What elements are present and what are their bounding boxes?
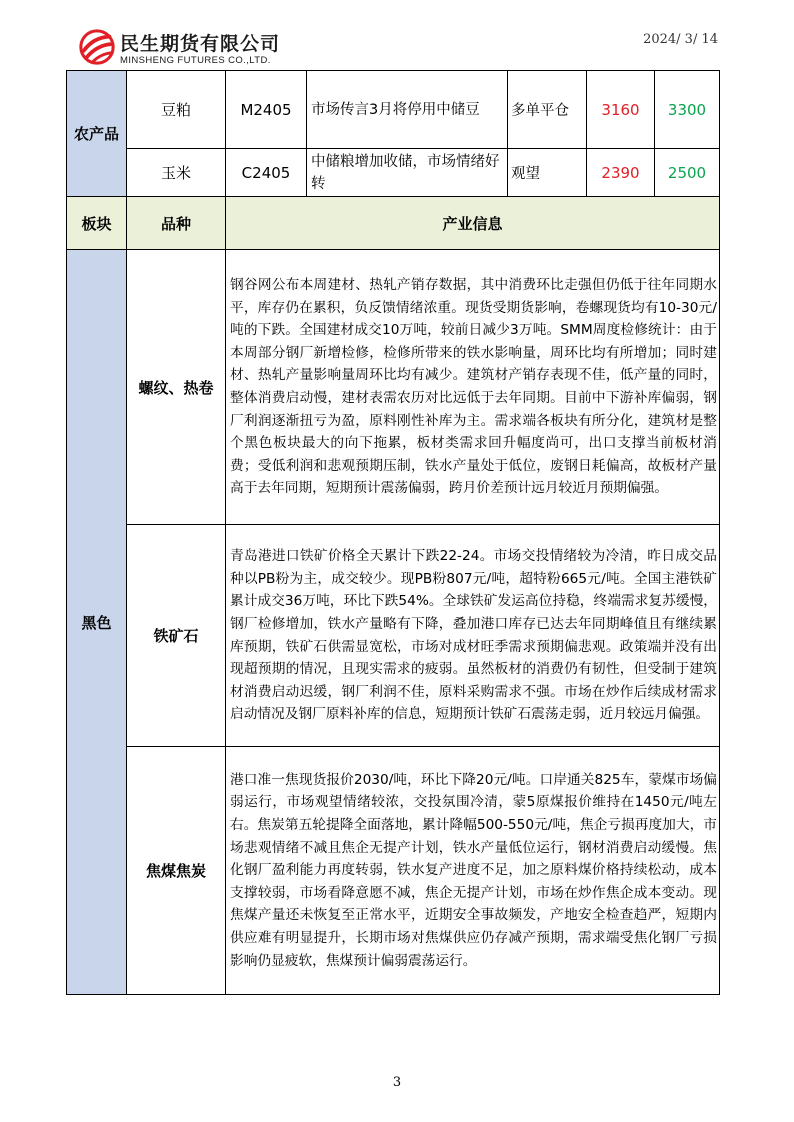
- sector-black: 黑色: [67, 250, 127, 995]
- table-row: [67, 149, 720, 197]
- page-number: 3: [392, 1075, 402, 1090]
- report-date: 2024/ 3/ 14: [643, 32, 718, 47]
- table-row: [67, 250, 720, 525]
- industry-info: 青岛港进口铁矿价格全天累计下跌22-24。市场交投情绪较为冷清，昨日成交品种以PB粉为主，成交较少。现PB粉807元/吨，超特粉665元/吨。全国主港铁矿累计成交36万吨，环比下跌54%。全球铁矿发运高位持稳，终端需求复苏缓慢，钢厂检修增加，铁水产量略有下降，叠加港口库存已达去年同期峰值且有继续累库预期，铁矿石供需显宽松，市场对成材旺季需求预期偏悲观。政策端并没有出现超预期的情况，且现实需求的疲弱。虽然板材的消费仍有韧性，但受制于建筑材消费启动迟缓，钢厂利润不佳，原料采购需求不强。市场在炒作后续成材需求启动情况及钢厂原料补库的信息，短期预计铁矿石震荡走弱，近月较远月偏强。: [226, 525, 720, 747]
- support-level: 2390: [587, 149, 655, 197]
- header-industry-info: 产业信息: [226, 197, 720, 250]
- market-description: 中储粮增加收储，市场情绪好转: [307, 149, 508, 197]
- industry-info: 钢谷网公布本周建材、热轧产销存数据，其中消费环比走强但仍低于往年同期水平，库存仍在累积，负反馈情绪浓重。现货受期货影响，卷螺现货均有10-30元/吨的下跌。全国建材成交10万吨，较前日减少3万吨。SMM周度检修统计：由于本周部分钢厂新增检修，检修所带来的铁水影响量，周环比均有所增加；同时建材、热轧产量影响量周环比均有减少。建筑材产销存表现不佳，低产量的同时，整体消费启动慢，建材表需农历对比远低于去年同期。目前中下游补库偏弱，钢厂利润逐渐扭亏为盈，原料刚性补库为主。需求端各板块有所分化，建筑材是整个黑色板块最大的向下拖累，板材类需求回升幅度尚可，出口支撑当前板材消费；受低利润和悲观预期压制，铁水产量处于低位，废钢日耗偏高，故板材产量高于去年同期，短期预计震荡偏弱，跨月价差预计远月较近月预期偏强。: [226, 250, 720, 525]
- variety-name: 焦煤焦炭: [127, 747, 226, 995]
- table-row: [67, 747, 720, 995]
- sector-agri: 农产品: [67, 71, 127, 197]
- variety-name: 豆粕: [127, 71, 226, 149]
- variety-name: 玉米: [127, 149, 226, 197]
- table-row: [67, 71, 720, 149]
- trading-view: 观望: [508, 149, 587, 197]
- page-header: [78, 26, 718, 70]
- market-table: [66, 70, 720, 995]
- industry-info: 港口准一焦现货报价2030/吨，环比下降20元/吨。口岸通关825车，蒙煤市场偏弱运行，市场观望情绪较浓，交投氛围冷清，蒙5原煤报价维持在1450元/吨左右。焦炭第五轮提降全面落地，累计降幅500-550元/吨，焦企亏损再度加大，市场悲观情绪不减且焦企无提产计划，铁水产量低位运行，钢材消费启动缓慢。焦化钢厂盈利能力再度转弱，铁水复产进度不足，加之原料煤价格持续松动，成本支撑较弱，市场看降意愿不减，焦企无提产计划，市场在炒作焦企成本变动。现焦煤产量还未恢复至正常水平，近期安全事故频发，产地安全检查趋严，短期内供应难有明显提升，长期市场对焦煤供应仍存减产预期，需求端受焦化钢厂亏损影响仍显疲软，焦煤预计偏弱震荡运行。: [226, 747, 720, 995]
- market-description: 市场传言3月将停用中储豆: [307, 71, 508, 149]
- variety-name: 螺纹、热卷: [127, 250, 226, 525]
- resistance-level: 2500: [655, 149, 720, 197]
- company-name-en: MINSHENG FUTURES CO.,LTD.: [120, 55, 271, 66]
- header-variety: 品种: [127, 197, 226, 250]
- contract-code: M2405: [226, 71, 307, 149]
- table-header-row: [67, 197, 720, 250]
- support-level: 3160: [587, 71, 655, 149]
- minsheng-logo-icon: [78, 28, 116, 66]
- variety-name: 铁矿石: [127, 525, 226, 747]
- header-sector: 板块: [67, 197, 127, 250]
- table-row: [67, 525, 720, 747]
- trading-view: 多单平仓: [508, 71, 587, 149]
- company-name-cn: 民生期货有限公司: [120, 33, 281, 55]
- contract-code: C2405: [226, 149, 307, 197]
- resistance-level: 3300: [655, 71, 720, 149]
